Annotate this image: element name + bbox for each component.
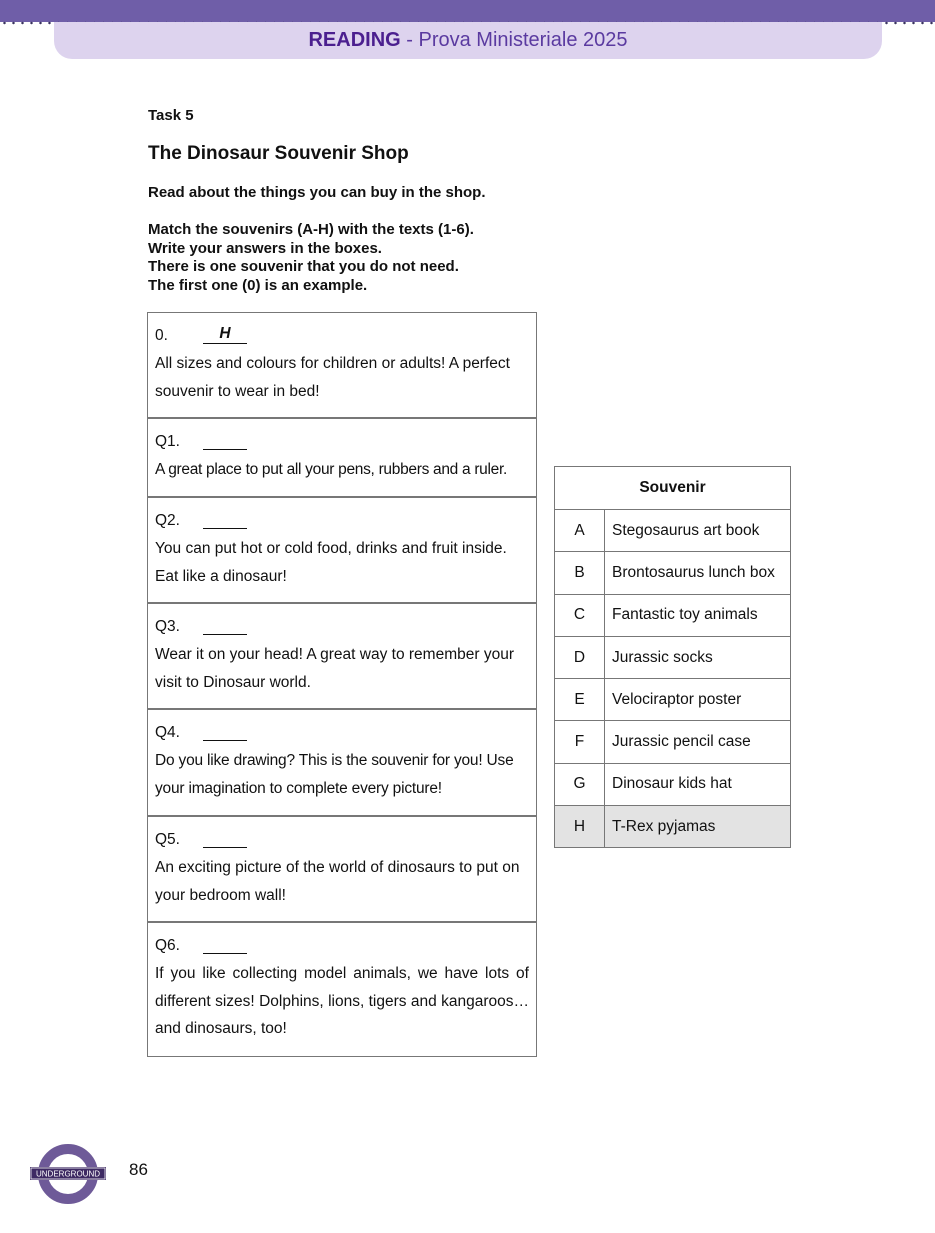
answer-blank[interactable] — [203, 722, 247, 741]
souvenir-letter: H — [555, 806, 605, 848]
souvenir-row — [555, 679, 791, 721]
question-text: If you like collecting model animals, we have lots of different sizes! Dolphins, lions, tigers and kangaroos… and dinosaurs, too! — [155, 965, 529, 1037]
question-text: Wear it on your head! A great way to remember your visit to Dinosaur world. — [155, 646, 514, 691]
question-number: Q6. — [155, 937, 180, 954]
page-number: 86 — [129, 1160, 148, 1179]
answer-blank[interactable] — [203, 829, 247, 848]
souvenir-row — [555, 763, 791, 805]
souvenir-row — [555, 636, 791, 678]
souvenir-letter: G — [555, 763, 605, 805]
header-band — [0, 0, 935, 22]
souvenir-item: Velociraptor poster — [605, 679, 791, 721]
underground-logo — [30, 1142, 106, 1206]
header-section: READING — [308, 29, 401, 51]
question-number: 0. — [155, 327, 168, 344]
logo-text: UNDERGROUND — [36, 1169, 100, 1179]
souvenir-letter: F — [555, 721, 605, 763]
instructions — [148, 221, 474, 295]
question-example — [148, 313, 536, 419]
souvenir-letter: C — [555, 594, 605, 636]
question-text: Do you like drawing? This is the souvenir for you! Use your imagination to complete every picture! — [155, 752, 514, 797]
question-text: You can put hot or cold food, drinks and fruit inside. Eat like a dinosaur! — [155, 540, 507, 585]
instruction-intro: Read about the things you can buy in the shop. — [148, 184, 486, 201]
question-number: Q2. — [155, 512, 180, 529]
souvenir-row — [555, 594, 791, 636]
souvenir-letter: B — [555, 552, 605, 594]
task-label: Task 5 — [148, 107, 194, 124]
question-3 — [148, 604, 536, 710]
question-number: Q5. — [155, 831, 180, 848]
souvenir-item: Brontosaurus lunch box — [605, 552, 791, 594]
question-number: Q3. — [155, 618, 180, 635]
instruction-line: There is one souvenir that you do not need. — [148, 258, 459, 275]
souvenir-row — [555, 510, 791, 552]
question-text: All sizes and colours for children or adults! A perfect souvenir to wear in bed! — [155, 355, 510, 400]
souvenir-item: T-Rex pyjamas — [605, 806, 791, 848]
souvenir-table — [554, 466, 791, 848]
answer-blank[interactable] — [203, 510, 247, 529]
souvenir-item: Dinosaur kids hat — [605, 763, 791, 805]
question-number: Q4. — [155, 724, 180, 741]
question-number: Q1. — [155, 433, 180, 450]
souvenir-row — [555, 721, 791, 763]
answer-blank[interactable] — [203, 431, 247, 450]
souvenir-letter: D — [555, 636, 605, 678]
instruction-line: Match the souvenirs (A-H) with the texts (1-6). — [148, 221, 474, 238]
answer-blank[interactable] — [203, 935, 247, 954]
souvenir-item: Jurassic socks — [605, 636, 791, 678]
souvenir-item: Jurassic pencil case — [605, 721, 791, 763]
answer-blank: H — [203, 325, 247, 344]
souvenir-letter: A — [555, 510, 605, 552]
souvenir-letter: E — [555, 679, 605, 721]
page-header — [54, 22, 882, 59]
souvenir-item: Fantastic toy animals — [605, 594, 791, 636]
souvenir-row — [555, 552, 791, 594]
instruction-line: The first one (0) is an example. — [148, 276, 368, 294]
question-text: A great place to put all your pens, rubbers and a ruler. — [155, 461, 507, 478]
task-title: The Dinosaur Souvenir Shop — [148, 143, 409, 164]
souvenir-table-header: Souvenir — [555, 467, 791, 510]
question-4 — [148, 710, 536, 817]
questions-table — [147, 312, 537, 1057]
question-5 — [148, 817, 536, 923]
answer-blank[interactable] — [203, 616, 247, 635]
question-2 — [148, 498, 536, 604]
souvenir-item: Stegosaurus art book — [605, 510, 791, 552]
souvenir-row-example — [555, 806, 791, 848]
header-subtitle: - Prova Ministeriale 2025 — [400, 29, 628, 51]
question-text: An exciting picture of the world of dinosaurs to put on your bedroom wall! — [155, 859, 520, 904]
question-6 — [148, 923, 536, 1057]
instruction-line: Write your answers in the boxes. — [148, 239, 382, 257]
question-1 — [148, 419, 536, 498]
